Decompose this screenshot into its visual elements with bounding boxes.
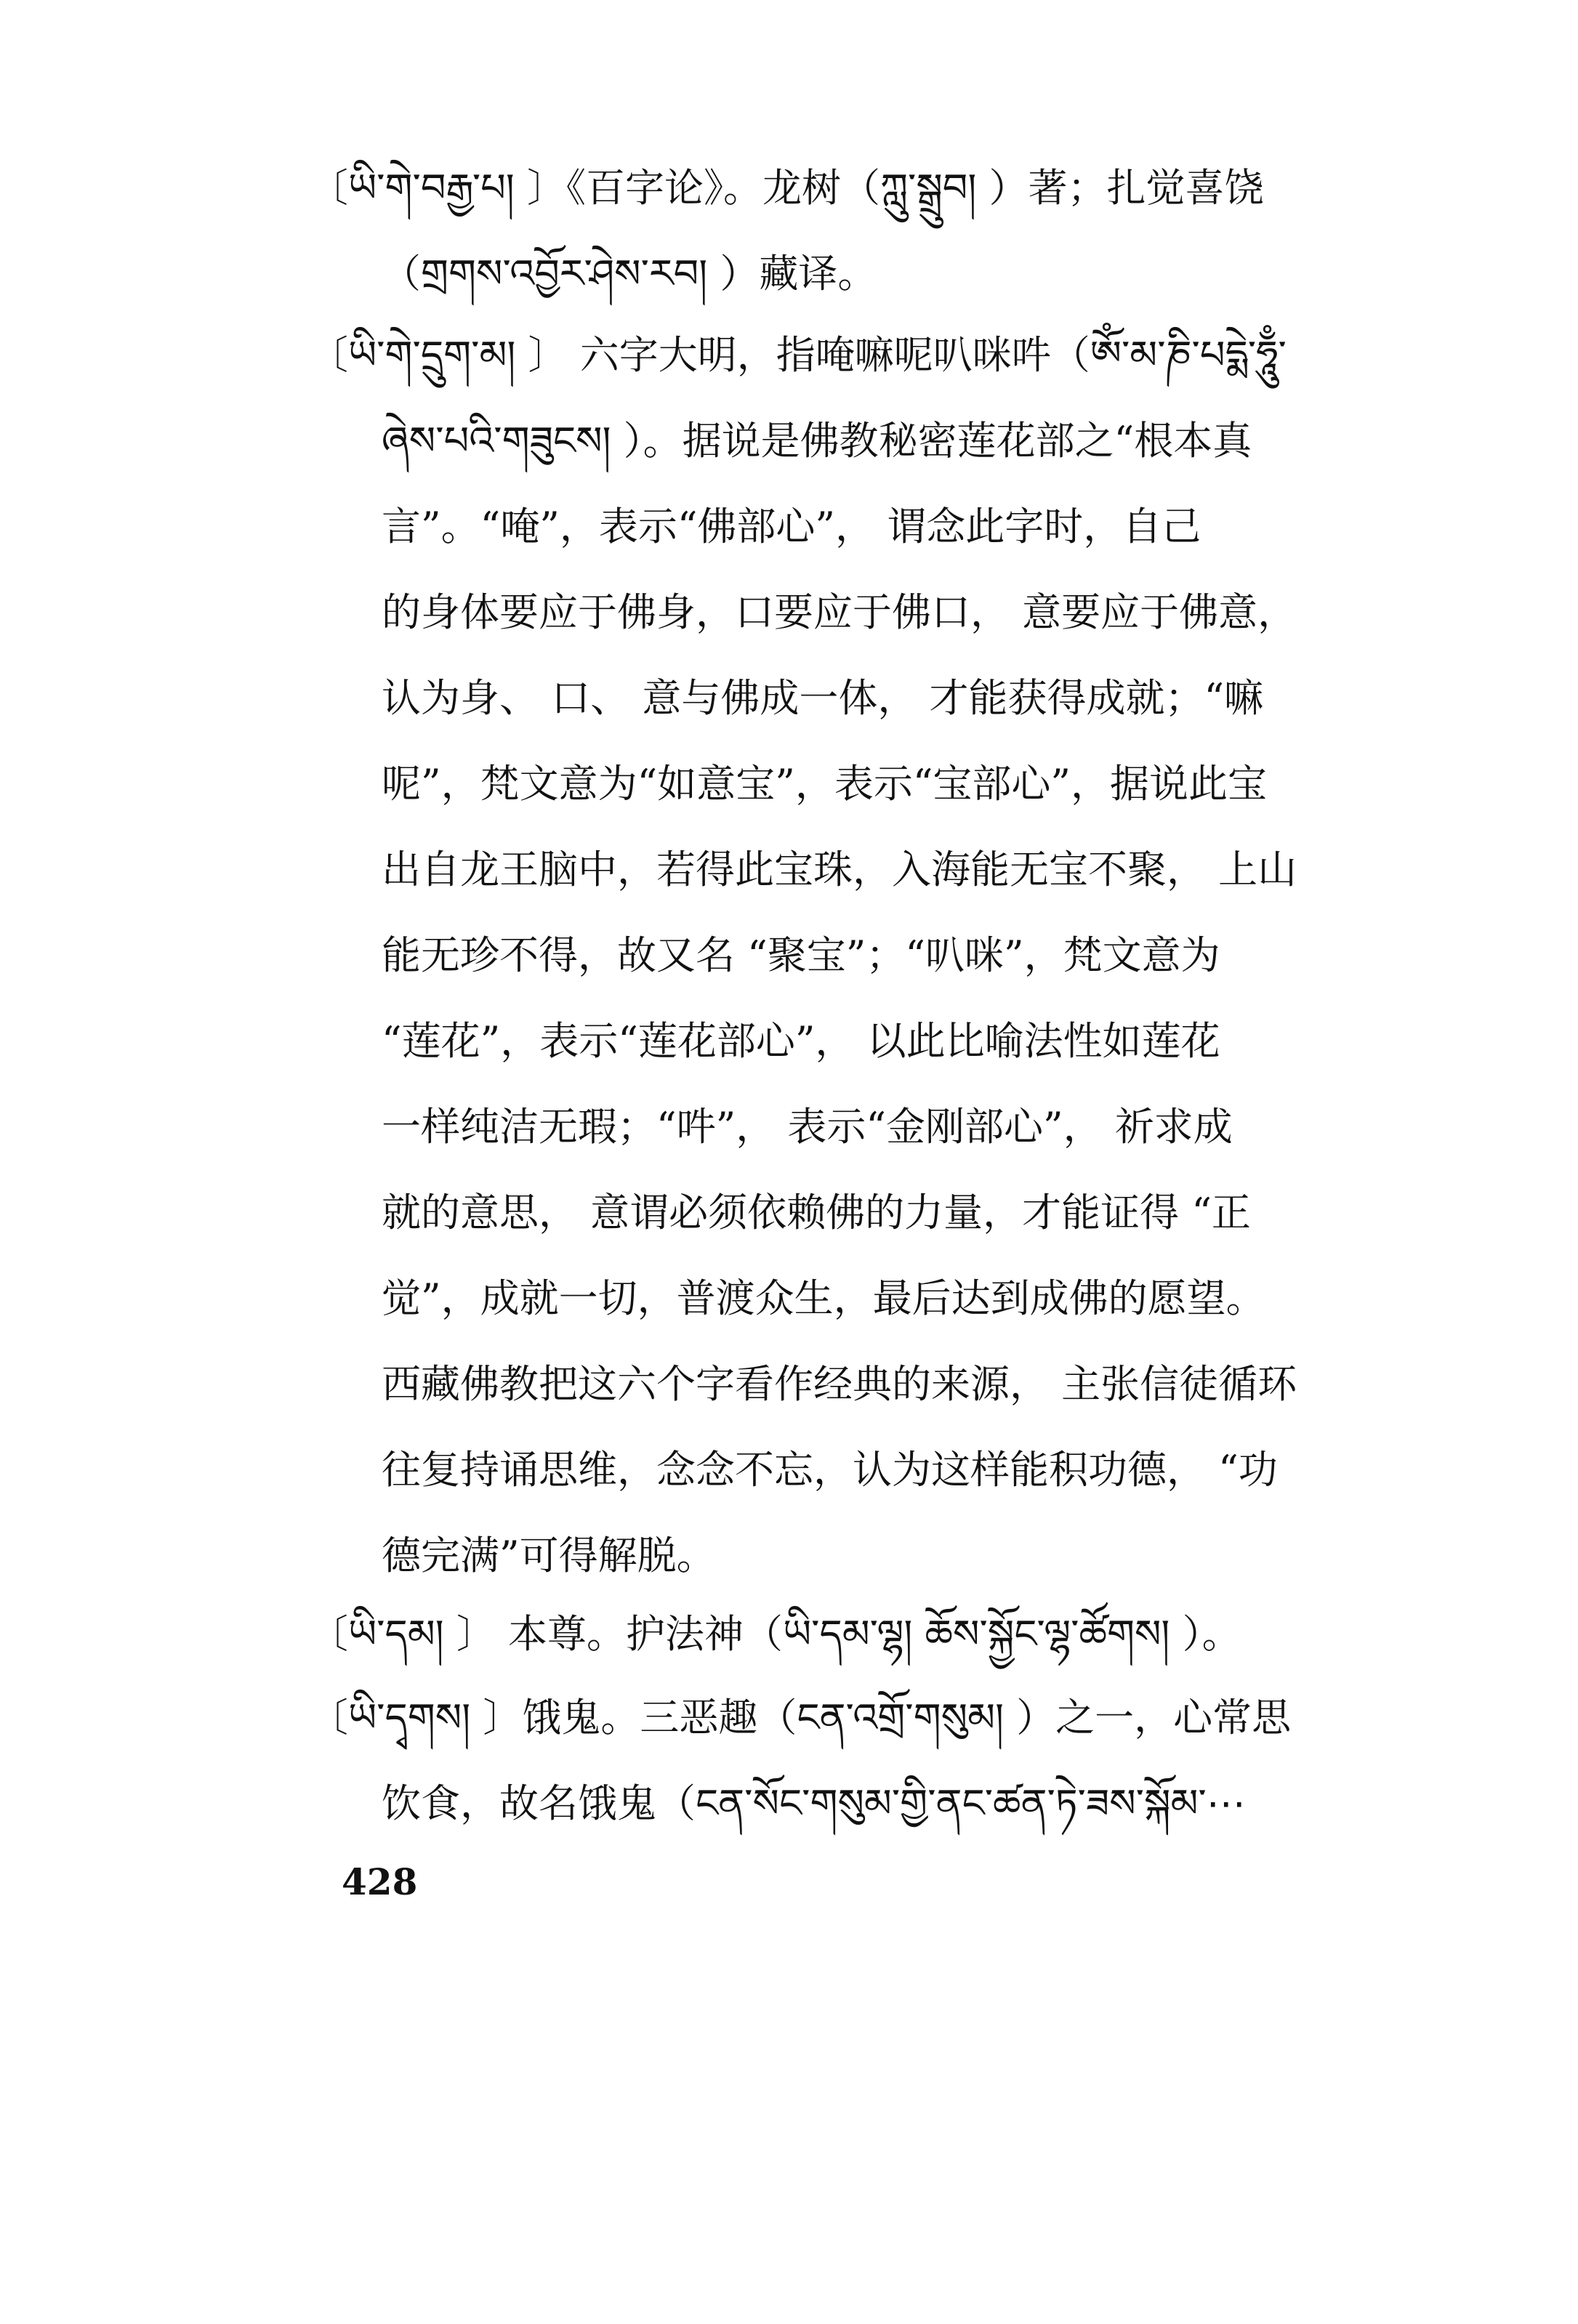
entry-line: 认为身、 口、 意与佛成一体， 才能获得成就；“嘛 xyxy=(382,675,1264,721)
entry-line: 能无珍不得，故又名 “聚宝”；“叭咪”，梵文意为 xyxy=(382,932,1220,978)
entry-line: 言”。“唵”，表示“佛部心”， 谓念此字时，自己 xyxy=(382,504,1201,549)
page-number: 428 xyxy=(342,1860,418,1903)
entry-line: 觉”，成就一切，普渡众生，最后达到成佛的愿望。 xyxy=(382,1275,1265,1321)
entry-line: 呢”，梵文意为“如意宝”，表示“宝部心”，据说此宝 xyxy=(382,761,1268,807)
entry-line: 〔ཡི་གེ་བརྒྱ་པ། 〕《百字论》。龙树（ཀླུ་སྒྲུབ། ）著；扎觉喜饶 xyxy=(309,165,1264,211)
entry-line: 出自龙王脑中，若得此宝珠，入海能无宝不聚， 上山 xyxy=(382,847,1297,892)
entry-line: 就的意思， 意谓必须依赖佛的力量，才能证得 “正 xyxy=(382,1190,1251,1235)
entry-line: 饮食，故名饿鬼（ངན་སོང་གསུམ་གྱི་ནང་ཚན་ཏེ་ཟས་སྐོམ་⋯ xyxy=(382,1780,1246,1826)
entry-line: 〔ཡི་དམ། 〕 本尊。护法神（ཡི་དམ་ལྷ། ཆོས་སྐྱོང་ལྷ་ཚོགས། ）。 xyxy=(309,1611,1241,1657)
entry-line: 西藏佛教把这六个字看作经典的来源， 主张信徒循环 xyxy=(382,1361,1297,1407)
entry-line: “莲花”，表示“莲花部心”， 以此比喻法性如莲花 xyxy=(382,1018,1220,1064)
entry-yi-ge-drug-ma xyxy=(309,312,1392,1599)
entry-line: 〔ཡི་དྭགས། 〕饿鬼。三恶趣（ངན་འགྲོ་གསུམ། ）之一，心常思 xyxy=(309,1695,1292,1740)
entry-line: 往复持诵思维，念念不忘，认为这样能积功德， “功 xyxy=(382,1447,1278,1493)
entry-line: 一样纯洁无瑕；“吽”， 表示“金刚部心”， 祈求成 xyxy=(382,1104,1233,1150)
entry-line: ཞེས་པའི་གཟུངས། ）。据说是佛教秘密莲花部之“根本真 xyxy=(382,418,1252,464)
entry-line: （གྲགས་འབྱོར་ཤེས་རབ། ）藏译。 xyxy=(382,251,877,296)
entry-line: 〔ཡི་གེ་དྲུག་མ། 〕 六字大明，指唵嘛呢叭咪吽（ཨོཾ་མ་ཎི་པདྨེ་ཧཱུྃ་ xyxy=(309,332,1287,378)
entry-line: 的身体要应于佛身，口要应于佛口， 意要应于佛意， xyxy=(382,589,1297,635)
entry-yi-dwags xyxy=(309,1675,1392,1847)
entry-line: 德完满”可得解脱。 xyxy=(382,1533,716,1578)
entry-yi-ge-brgya-pa xyxy=(309,145,1392,317)
entry-yi-dam xyxy=(309,1591,1392,1677)
